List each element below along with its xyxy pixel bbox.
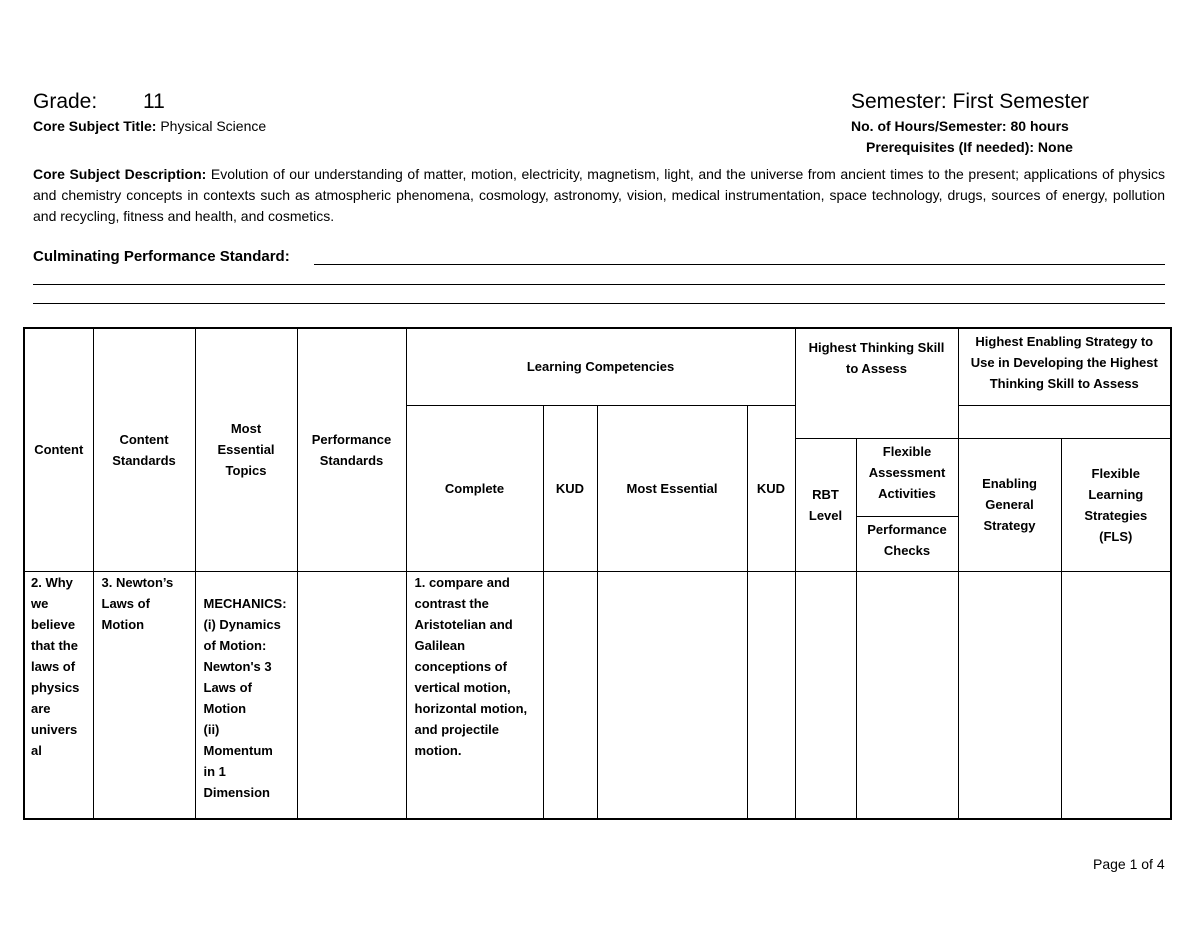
header-flexible-assessment: Flexible Assessment Activities — [856, 438, 958, 516]
cell-topics: MECHANICS: (i) Dynamics of Motion: Newton's 3 Laws of Motion (ii) Momentum in 1 Dimension — [195, 571, 297, 819]
header-most-essential-topics: Most Essential Topics — [195, 328, 297, 571]
grade-label: Grade: — [33, 90, 98, 113]
culminating-line-1 — [314, 264, 1165, 265]
hours: No. of Hours/Semester: 80 hours — [851, 118, 1069, 134]
cell-rbt-level — [795, 571, 856, 819]
cell-most-essential — [597, 571, 747, 819]
grade-value: 11 — [143, 90, 165, 113]
cell-kud-1 — [543, 571, 597, 819]
prerequisites: Prerequisites (If needed): None — [866, 139, 1073, 155]
header-highest-thinking-skill: Highest Thinking Skill to Assess — [795, 328, 958, 438]
description-text: Evolution of our understanding of matter, motion, electricity, magnetism, light, and the universe from ancient times to the present; applications of physics and chemistry concepts in contexts such as atmospheric phenomena, cosmology, astronomy, vision, medical instrumentation, space technology, drugs, sources of energy, pollution and recycling, fitness and health, and cosmetics. — [33, 166, 1166, 224]
header-kud-1: KUD — [543, 405, 597, 571]
cell-content-standards: 3. Newton’s Laws of Motion — [93, 571, 195, 819]
core-title-value: Physical Science — [160, 118, 267, 134]
culminating-line-3 — [33, 303, 1165, 304]
culminating-label: Culminating Performance Standard: — [33, 248, 290, 265]
cell-flexible-assessment — [856, 571, 958, 819]
page-number: Page 1 of 4 — [1093, 856, 1165, 872]
core-subject-description — [33, 164, 1165, 227]
header-flexible-learning-strategies: Flexible Learning Strategies (FLS) — [1061, 438, 1171, 571]
header-content-standards: Content Standards — [93, 328, 195, 571]
culminating-line-2 — [33, 284, 1165, 285]
curriculum-table — [23, 327, 1172, 820]
header-enabling-blank — [958, 405, 1171, 438]
core-title-label: Core Subject Title: — [33, 118, 157, 134]
cell-complete: 1. compare and contrast the Aristotelian and Galilean conceptions of vertical motion, horizontal motion, and projectile motion. — [406, 571, 543, 819]
header-complete: Complete — [406, 405, 543, 571]
header-performance-standards: Performance Standards — [297, 328, 406, 571]
description-label: Core Subject Description: — [33, 166, 207, 182]
cell-kud-2 — [747, 571, 795, 819]
core-subject-title — [33, 118, 266, 134]
cell-flexible-learning — [1061, 571, 1171, 819]
header-most-essential: Most Essential — [597, 405, 747, 571]
header-rbt-level: RBT Level — [795, 438, 856, 571]
header-performance-checks: Performance Checks — [856, 516, 958, 571]
header-content: Content — [24, 328, 93, 571]
header-learning-competencies: Learning Competencies — [406, 328, 795, 405]
semester: Semester: First Semester — [851, 90, 1090, 113]
header-kud-2: KUD — [747, 405, 795, 571]
header-enabling-general-strategy: Enabling General Strategy — [958, 438, 1061, 571]
cell-content: 2. Why we believe that the laws of physics are univers al — [24, 571, 93, 819]
cell-performance-standards — [297, 571, 406, 819]
header-highest-enabling-strategy: Highest Enabling Strategy to Use in Developing the Highest Thinking Skill to Assess — [958, 328, 1171, 405]
cell-enabling-general — [958, 571, 1061, 819]
